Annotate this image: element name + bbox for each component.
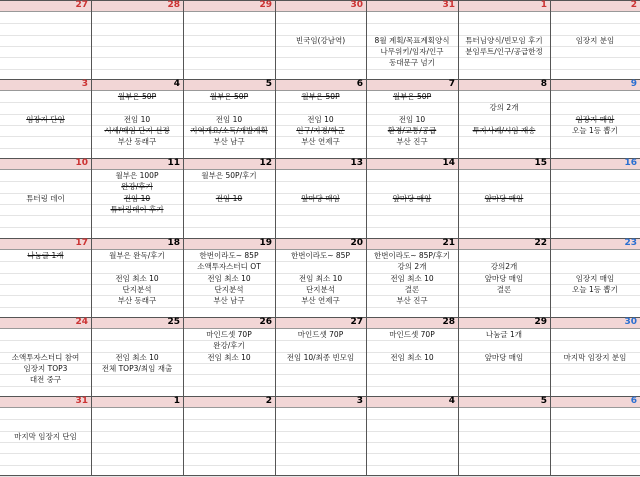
task-item[interactable]: 마지막 임장지 단임 — [14, 432, 77, 441]
task-item[interactable]: 전임 최소 10 — [390, 353, 434, 362]
task-item[interactable]: 임장지 분임 — [575, 36, 615, 45]
task-item[interactable]: 단지분석 — [306, 285, 335, 294]
task-item-done[interactable]: 월부은 50P — [301, 92, 340, 101]
task-item-done[interactable]: 완강/후기 — [121, 182, 153, 191]
task-item[interactable]: 전임 최소 10 — [207, 274, 251, 283]
day-number[interactable]: 5 — [540, 396, 547, 406]
day-number[interactable]: 3 — [356, 396, 363, 406]
day-number[interactable]: 12 — [259, 158, 272, 168]
day-number[interactable]: 30 — [350, 0, 363, 10]
task-item[interactable]: 부산 남구 — [213, 296, 245, 305]
row-divider — [0, 215, 640, 216]
day-number[interactable]: 13 — [350, 158, 363, 168]
task-item-done[interactable]: 시세/매임 단지 선정 — [104, 126, 170, 135]
task-item-done[interactable]: 나눔글 1개 — [27, 251, 64, 260]
task-item[interactable]: 단지분석 — [214, 285, 244, 294]
task-item[interactable]: 오늘 1등 뽑기 — [572, 285, 618, 294]
day-number[interactable]: 26 — [259, 317, 272, 327]
column-divider — [275, 0, 276, 476]
task-item[interactable]: 전체 TOP3/최임 재출 — [101, 364, 173, 373]
day-number[interactable]: 6 — [356, 79, 363, 89]
task-item[interactable]: 소액투자스터디 OT — [197, 262, 261, 271]
day-number[interactable]: 19 — [259, 238, 272, 248]
day-number[interactable]: 2 — [630, 0, 637, 10]
row-divider — [0, 307, 640, 308]
task-item[interactable]: 소액투자스터디 참여 — [11, 353, 80, 362]
column-divider — [550, 0, 551, 476]
day-number[interactable]: 1 — [540, 0, 547, 10]
day-number[interactable]: 29 — [259, 0, 272, 10]
task-item[interactable]: 부산 진구 — [396, 296, 428, 305]
task-item[interactable]: 전임 10 — [398, 115, 426, 124]
day-number[interactable]: 2 — [265, 396, 272, 406]
row-divider — [0, 431, 640, 432]
column-divider — [366, 0, 367, 476]
task-item[interactable]: 완강/후기 — [213, 341, 245, 350]
task-item[interactable]: 월부은 100P — [115, 171, 159, 180]
task-item[interactable]: 결론 — [404, 285, 420, 294]
day-number[interactable]: 15 — [534, 158, 547, 168]
task-item[interactable]: 나무위키/임자/인구 — [380, 47, 444, 56]
task-item-done[interactable]: 투자사례/시임 재송 — [472, 126, 536, 135]
task-item[interactable]: 전임 최소 10 — [115, 353, 159, 362]
day-number[interactable]: 28 — [442, 317, 455, 327]
task-item[interactable]: 전임 10 — [307, 115, 334, 124]
task-item[interactable]: 한번이라도~ 85P — [199, 251, 259, 260]
task-item[interactable]: 강의2개 — [490, 262, 518, 271]
task-item[interactable]: 8월 계획/목표계획양식 — [374, 36, 450, 45]
task-item[interactable]: 전임 10 — [215, 115, 243, 124]
day-number[interactable]: 22 — [534, 238, 547, 248]
task-item[interactable]: 한번이라도~ 85P — [291, 251, 350, 260]
row-divider — [0, 386, 640, 387]
task-item[interactable]: 전임 최소 10 — [207, 353, 251, 362]
column-divider — [458, 0, 459, 476]
task-item[interactable]: 오늘 1등 뽑기 — [572, 126, 618, 135]
task-item-done[interactable]: 앞마당 매임 — [301, 194, 340, 203]
task-item[interactable]: 전임 최소 10 — [298, 274, 343, 283]
task-item[interactable]: 앞마당 매임 — [484, 274, 524, 283]
day-number[interactable]: 21 — [442, 238, 455, 248]
day-number[interactable]: 23 — [624, 238, 637, 248]
task-item-done[interactable]: 인구/지경/학군 — [296, 126, 345, 135]
day-number[interactable]: 4 — [173, 79, 180, 89]
row-divider — [0, 148, 640, 149]
task-item[interactable]: 마인드셋 70P — [206, 330, 252, 339]
week-header-border — [0, 11, 640, 12]
row-divider — [0, 23, 640, 24]
task-item-done[interactable]: 튜터링데이 후기 — [110, 205, 164, 214]
day-number[interactable]: 11 — [167, 158, 180, 168]
row-divider — [0, 340, 640, 341]
day-number[interactable]: 7 — [448, 79, 455, 89]
task-item[interactable]: 임장지 TOP3 — [23, 364, 68, 373]
day-number[interactable]: 31 — [442, 0, 455, 10]
day-number[interactable]: 6 — [630, 396, 637, 406]
day-number[interactable]: 1 — [173, 396, 180, 406]
task-item-done[interactable]: 지역개요/소득/개발계획 — [190, 126, 268, 135]
day-number[interactable]: 18 — [167, 238, 180, 248]
task-item[interactable]: 분임루트/인구/공급한정 — [465, 47, 543, 56]
task-item[interactable]: 부산 동래구 — [117, 137, 157, 146]
day-number[interactable]: 25 — [167, 317, 180, 327]
day-number[interactable]: 27 — [75, 0, 88, 10]
task-item[interactable]: 마지막 임장지 분임 — [563, 353, 627, 362]
day-number[interactable]: 4 — [448, 396, 455, 406]
task-item-done[interactable]: 월부은 50P — [209, 92, 249, 101]
day-number[interactable]: 10 — [75, 158, 88, 168]
task-item[interactable]: 빈국임(강남역) — [295, 36, 346, 45]
row-divider — [0, 453, 640, 454]
task-item[interactable]: 마인드셋 70P — [297, 330, 344, 339]
day-number[interactable]: 29 — [534, 317, 547, 327]
task-item[interactable]: 강의 2개 — [397, 262, 427, 271]
task-item[interactable]: 튜터링 데이 — [26, 194, 65, 203]
task-item[interactable]: 부산 연제구 — [301, 137, 340, 146]
day-number[interactable]: 8 — [540, 79, 547, 89]
task-item-done[interactable]: 월부은 50P — [117, 92, 157, 101]
task-item-done[interactable]: 임장지 매임 — [575, 115, 615, 124]
day-number[interactable]: 31 — [75, 396, 88, 406]
task-item[interactable]: 튜터님양식/빈모임 후기 — [465, 36, 543, 45]
task-item[interactable]: 전임 최소 10 — [115, 274, 159, 283]
day-number[interactable]: 28 — [167, 0, 180, 10]
task-item[interactable]: 전임 10/최종 빈모임 — [286, 353, 355, 362]
row-divider — [0, 374, 640, 375]
task-item-done[interactable]: 앞마당 매임 — [484, 194, 524, 203]
task-item[interactable]: 전임 10 — [123, 115, 151, 124]
task-item-done[interactable]: 월부은 50P — [392, 92, 432, 101]
task-item[interactable]: 나눔글 1개 — [485, 330, 523, 339]
row-divider — [0, 69, 640, 70]
task-item-done[interactable]: 환경/교통/공급 — [387, 126, 437, 135]
task-item[interactable]: 부산 진구 — [396, 137, 428, 146]
day-number[interactable]: 14 — [442, 158, 455, 168]
day-number[interactable]: 16 — [624, 158, 637, 168]
day-number[interactable]: 5 — [265, 79, 272, 89]
task-item[interactable]: 월부은 50P/후기 — [201, 171, 257, 180]
day-number[interactable]: 3 — [81, 79, 88, 89]
task-item-done[interactable]: 전임 10 — [123, 194, 151, 203]
task-item[interactable]: 임장지 매임 — [575, 274, 615, 283]
row-divider — [0, 57, 640, 58]
task-item[interactable]: 마인드셋 70P — [389, 330, 435, 339]
day-number[interactable]: 17 — [75, 238, 88, 248]
task-item-done[interactable]: 앞마당 매임 — [392, 194, 432, 203]
day-number[interactable]: 24 — [75, 317, 88, 327]
task-item[interactable]: 전임 최소 10 — [390, 274, 434, 283]
day-number[interactable]: 27 — [350, 317, 363, 327]
task-item[interactable]: 결론 — [496, 285, 512, 294]
task-item[interactable]: 대전 중구 — [29, 375, 62, 384]
task-item[interactable]: 월부은 완독/후기 — [109, 251, 165, 260]
row-divider — [0, 227, 640, 228]
row-divider — [0, 419, 640, 420]
task-item[interactable]: 한번이라도~ 85P/후기 — [374, 251, 450, 260]
day-number[interactable]: 30 — [624, 317, 637, 327]
day-number[interactable]: 20 — [350, 238, 363, 248]
task-item[interactable]: 단지분석 — [122, 285, 152, 294]
task-item[interactable]: 앞마당 매임 — [484, 353, 524, 362]
column-divider — [91, 0, 92, 476]
row-divider — [0, 465, 640, 466]
week-header-border — [0, 407, 640, 408]
row-divider — [0, 442, 640, 443]
day-number[interactable]: 9 — [630, 79, 637, 89]
task-item-done[interactable]: 임장지 단임 — [26, 115, 65, 124]
task-item[interactable]: 동대문구 넘기 — [389, 58, 435, 67]
task-item[interactable]: 부산 연제구 — [301, 296, 340, 305]
task-item[interactable]: 부산 동래구 — [117, 296, 157, 305]
task-item[interactable]: 강의 2개 — [489, 103, 519, 112]
task-item-done[interactable]: 전임 10 — [215, 194, 243, 203]
column-divider — [183, 0, 184, 476]
task-item[interactable]: 부산 남구 — [213, 137, 245, 146]
